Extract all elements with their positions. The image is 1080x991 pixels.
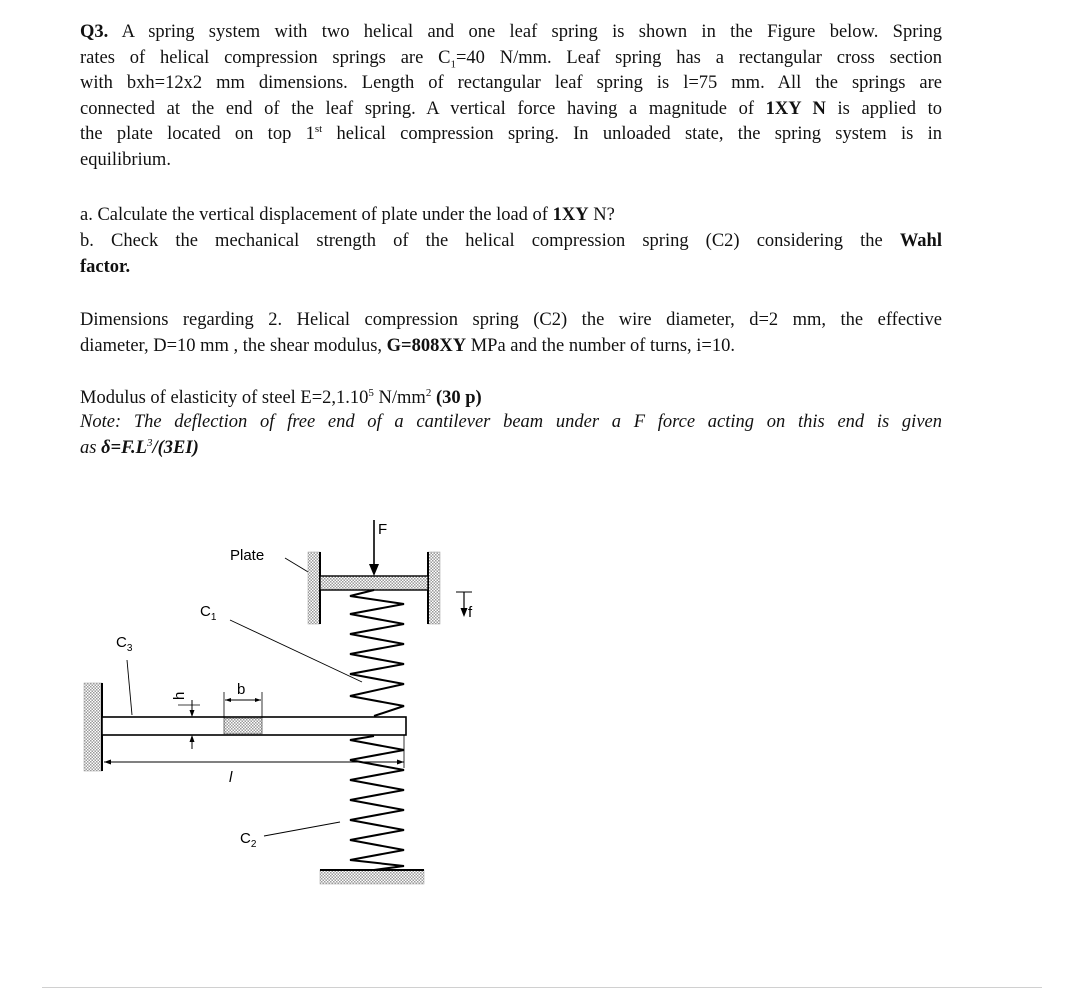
part-a: a. Calculate the vertical displacement of plate under the load of 1XY N? — [80, 205, 615, 225]
wall-support — [84, 683, 102, 771]
modulus-line: Modulus of elasticity of steel $E=2,1.10^5$ $N/mm^2$ (30 p) — [80, 386, 482, 408]
question-paragraph-line6: equilibrium. — [80, 150, 171, 170]
question-paragraph-line1: Q3. A spring system with two helical and one leaf spring is shown in the Figure below. Spring — [80, 22, 942, 42]
label-c2: $C_2$ — [240, 830, 257, 850]
label-l: l — [229, 769, 233, 786]
upper-right-guide — [428, 552, 440, 624]
helical-spring-c2 — [350, 736, 404, 870]
label-h: h — [171, 691, 188, 700]
label-b: b — [237, 681, 246, 698]
label-c3: $C_3$ — [116, 634, 133, 654]
label-f: f — [468, 604, 473, 621]
label-c1: $C_1$ — [200, 603, 217, 623]
dimensions-line1: Dimensions regarding 2. Helical compression spring (C2) the wire diameter, d=2 mm, the effective — [80, 310, 942, 330]
question-number: Q3. — [80, 22, 109, 42]
upper-left-guide — [308, 552, 320, 624]
ground-base — [320, 870, 424, 884]
question-paragraph-line2: rates of helical compression springs are $C_1=40$ N/mm. Leaf spring has a rectangular cross section — [80, 47, 942, 71]
part-b-line1: b. Check the mechanical strength of the helical compression spring (C2) considering the Wahl — [80, 231, 942, 251]
label-F: F — [378, 521, 388, 538]
cross-section — [224, 718, 262, 734]
part-b-line2: factor. — [80, 257, 131, 277]
question-paragraph-line4: connected at the end of the leaf spring. A vertical force having a magnitude of 1XY N is applied to — [80, 98, 942, 119]
question-paragraph-line5: the plate located on top 1st helical compression spring. In unloaded state, the spring system is in — [80, 123, 942, 145]
note-line2: as $\delta=F.L^3/(3EI)$ — [80, 436, 199, 458]
label-plate: Plate — [230, 547, 265, 564]
bottom-divider — [42, 987, 1042, 988]
spring-system-figure — [0, 500, 560, 900]
plate — [320, 576, 428, 590]
helical-spring-c1 — [350, 590, 404, 716]
dimensions-line2: diameter, D=10 mm , the shear modulus, G=808XY MPa and the number of turns, i=10. — [80, 336, 735, 356]
note-line1: Note: The deflection of free end of a cantilever beam under a F force acting on this end is given — [80, 412, 942, 432]
question-paragraph-line3: with bxh=12x2 mm dimensions. Length of rectangular leaf spring is l=75 mm. All the springs are — [80, 73, 942, 94]
